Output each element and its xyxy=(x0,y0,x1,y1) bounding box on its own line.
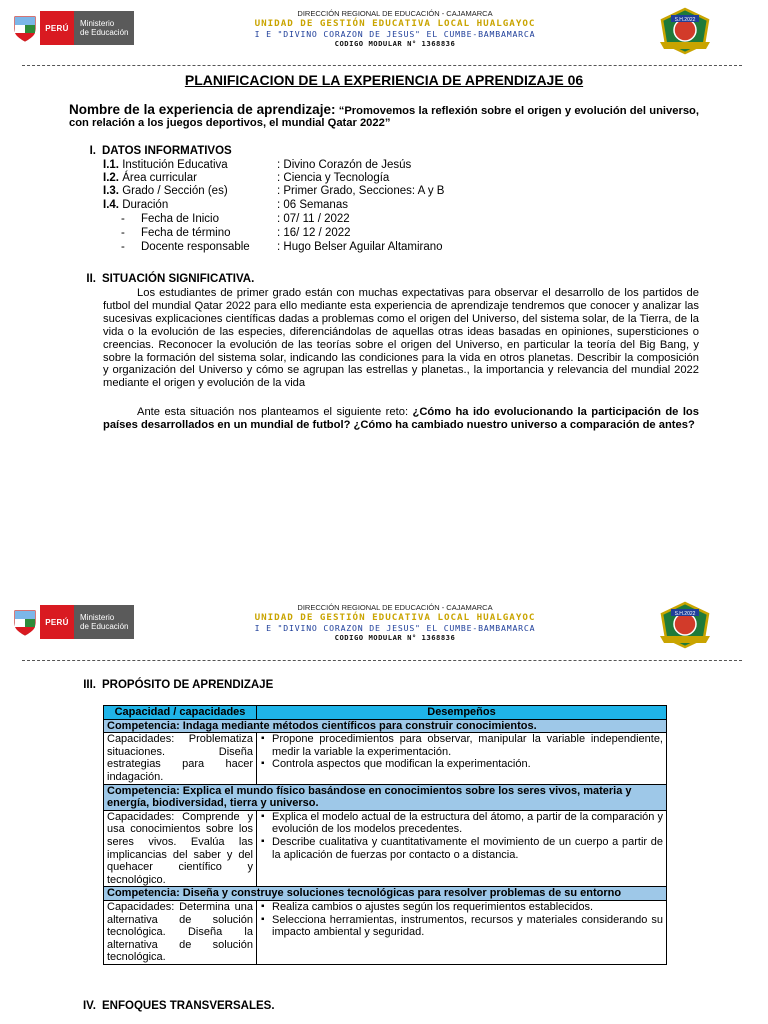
info-row xyxy=(103,185,444,198)
subrow-bullet: - xyxy=(121,227,125,239)
header-line-3: I E "DIVINO CORAZON DE JESUS" EL CUMBE-BAMBAMARCA xyxy=(254,29,536,39)
header-line-4: CODIGO MODULAR N° 1368836 xyxy=(334,633,456,642)
ministry-label xyxy=(74,11,134,45)
header-divider xyxy=(22,65,742,66)
column-header: Capacidad / capacidades xyxy=(104,706,257,720)
table-row xyxy=(104,733,667,784)
info-value: : Hugo Belser Aguilar Altamirano xyxy=(277,241,443,253)
experience-label: Nombre de la experiencia de aprendizaje: xyxy=(69,102,336,117)
section-2-number: II. xyxy=(86,273,96,285)
challenge-intro: Ante esta situación nos planteamos el siguiente reto: xyxy=(137,406,413,418)
competency-title: Competencia: Explica el mundo físico basándose en conocimientos sobre los seres vivos, materia y energía, biodiversidad, tierra y universo. xyxy=(104,784,667,810)
ministry-line-1: Ministerio xyxy=(80,613,115,622)
experience-name xyxy=(69,104,699,130)
header-line-1: DIRECCIÓN REGIONAL DE EDUCACIÓN - CAJAMARCA xyxy=(297,9,493,18)
challenge-question: ¿Cómo ha ido evolucionando la participación de los países desarrollados en un mundial de futbol? ¿Cómo ha cambiado nuestro universo a comparación de antes? xyxy=(103,406,699,432)
subrow-bullet: - xyxy=(121,241,125,253)
capacities-cell: Capacidades: Problematiza situaciones. Diseña estrategias para hacer indagación. xyxy=(104,733,257,784)
performance-item: ▪ Realiza cambios o ajustes según los requerimientos establecidos. xyxy=(272,901,663,914)
header-line-2: UNIDAD DE GESTIÓN EDUCATIVA LOCAL HUALGAYOC xyxy=(254,18,536,29)
section-4-heading xyxy=(76,1000,275,1012)
institution-header xyxy=(200,9,590,48)
info-key: Fecha de término xyxy=(141,227,231,239)
page-title: PLANIFICACION DE LA EXPERIENCIA DE APRENDIZAJE 06 xyxy=(184,72,584,88)
peru-label: PERÚ xyxy=(40,605,74,639)
info-code: I.3. xyxy=(103,185,119,197)
performances-cell xyxy=(257,810,667,887)
performances-cell xyxy=(257,900,667,964)
header-line-3: I E "DIVINO CORAZON DE JESUS" EL CUMBE-BAMBAMARCA xyxy=(254,623,536,633)
info-key: Grado / Sección (es) xyxy=(122,185,228,197)
peru-label: PERÚ xyxy=(40,11,74,45)
info-key: Duración xyxy=(122,199,169,211)
info-code: I.1. xyxy=(103,159,119,171)
section-4-title: ENFOQUES TRANSVERSALES. xyxy=(102,1000,275,1012)
section-3-heading xyxy=(76,679,273,691)
competency-title: Competencia: Diseña y construye soluciones tecnológicas para resolver problemas de su entorno xyxy=(104,887,667,901)
challenge-paragraph xyxy=(103,406,699,432)
capacities-cell: Capacidades: Comprende y usa conocimientos sobre los seres vivos. Evalúa las implicancias del saber y del quehacer científico y tecnológico. xyxy=(104,810,257,887)
info-row xyxy=(103,159,411,172)
performance-item: ▪ Propone procedimientos para observar, manipular la variable independiente, medir la variable la experimentación. xyxy=(272,733,663,758)
info-value: : 06 Semanas xyxy=(277,199,348,211)
info-value: : 16/ 12 / 2022 xyxy=(277,227,351,239)
page-header xyxy=(0,0,768,60)
situation-text: Los estudiantes de primer grado están con muchas expectativas para observar el desarrollo de los partidos de futbol del mundial Qatar 2022 para ello mediante esta experiencia de aprendizaje tendremos que conocer y analizar las sucesivas explicaciones científicas dadas a problemas como el origen del Universo, del sistema solar, de la Tierra, de la vida o la evolución de las especies, diferenciándolas de aquellas otras ideas basadas en opiniones, supersticiones o creencias. Reconocer la evolución de las teorías sobre el origen del Universo, en particular la teoría del Big Bang, y sobre la formación del sistema solar, indicando las condiciones para la vida en otros planetas. Describir la composición y organización del Universo y cómo se agrupan las estrellas y planetas., la importancia y relevancia del mundial 2022 mediante el origen y evolución de la vida xyxy=(103,287,699,390)
performance-item: ▪ Describe cualitativa y cuantitativamente el movimiento de un cuerpo a partir de la aplicación de fuerzas por contacto o a distancia. xyxy=(272,836,663,861)
section-1-number: I. xyxy=(89,145,96,157)
section-1-heading xyxy=(76,145,232,157)
competency-row xyxy=(104,887,667,901)
info-value: : Divino Corazón de Jesús xyxy=(277,159,412,171)
ministry-line-2: de Educación xyxy=(80,622,129,631)
header-line-4: CODIGO MODULAR N° 1368836 xyxy=(334,39,456,48)
ministry-label xyxy=(74,605,134,639)
section-3-number: III. xyxy=(83,679,96,691)
coat-of-arms-icon xyxy=(10,605,40,639)
info-key: Institución Educativa xyxy=(122,159,228,171)
info-code: I.2. xyxy=(103,172,119,184)
performances-cell xyxy=(257,733,667,784)
badge-text: S.H.2022 xyxy=(674,17,696,23)
ministry-line-1: Ministerio xyxy=(80,19,115,28)
experience-title: “Promovemos la reflexión sobre el origen y evolución del universo, con relación a los juegos deportivos, el mundial Qatar 2022” xyxy=(69,105,699,130)
performance-item: ▪ Controla aspectos que modifican la experimentación. xyxy=(272,758,663,771)
info-subrow xyxy=(121,227,351,240)
column-header: Desempeños xyxy=(257,706,667,720)
institution-header xyxy=(200,603,590,642)
minedu-logo xyxy=(10,605,134,639)
coat-of-arms-icon xyxy=(10,11,40,45)
badge-text: S.H.2022 xyxy=(674,611,696,617)
page-header xyxy=(0,594,768,654)
school-badge-icon xyxy=(656,6,714,56)
school-badge-icon xyxy=(656,600,714,650)
info-row xyxy=(103,199,348,212)
header-line-1: DIRECCIÓN REGIONAL DE EDUCACIÓN - CAJAMARCA xyxy=(297,603,493,612)
significant-situation-paragraph xyxy=(103,287,699,390)
subrow-bullet: - xyxy=(121,213,125,225)
competency-title: Competencia: Indaga mediante métodos científicos para construir conocimientos. xyxy=(104,719,667,733)
performance-item: ▪ Explica el modelo actual de la estructura del átomo, a partir de la comparación y evolución de los modelos precedentes. xyxy=(272,811,663,836)
section-2-title: SITUACIÓN SIGNIFICATIVA. xyxy=(102,273,255,285)
info-code: I.4. xyxy=(103,199,119,211)
performance-item: ▪ Selecciona herramientas, instrumentos, recursos y materiales considerando su impacto ambiental y seguridad. xyxy=(272,914,663,939)
table-row xyxy=(104,810,667,887)
learning-purpose-table xyxy=(103,705,667,965)
header-line-2: UNIDAD DE GESTIÓN EDUCATIVA LOCAL HUALGAYOC xyxy=(254,612,536,623)
info-key: Fecha de Inicio xyxy=(141,213,219,225)
info-row xyxy=(103,172,389,185)
section-1-title: DATOS INFORMATIVOS xyxy=(102,145,232,157)
section-4-number: IV. xyxy=(82,1000,96,1012)
section-2-heading xyxy=(76,273,254,285)
info-value: : 07/ 11 / 2022 xyxy=(277,213,350,225)
info-value: : Ciencia y Tecnología xyxy=(277,172,390,184)
ministry-line-2: de Educación xyxy=(80,28,129,37)
table-header-row xyxy=(104,706,667,720)
header-divider xyxy=(22,660,742,661)
capacities-cell: Capacidades: Determina una alternativa de solución tecnológica. Diseña la alternativa de solución tecnológica. xyxy=(104,900,257,964)
competency-row xyxy=(104,784,667,810)
info-subrow xyxy=(121,241,443,254)
info-value: : Primer Grado, Secciones: A y B xyxy=(277,185,445,197)
info-key: Área curricular xyxy=(122,172,197,184)
minedu-logo xyxy=(10,11,134,45)
info-subrow xyxy=(121,213,350,226)
table-row xyxy=(104,900,667,964)
section-3-title: PROPÓSITO DE APRENDIZAJE xyxy=(102,679,274,691)
info-key: Docente responsable xyxy=(141,241,250,253)
competency-row xyxy=(104,719,667,733)
